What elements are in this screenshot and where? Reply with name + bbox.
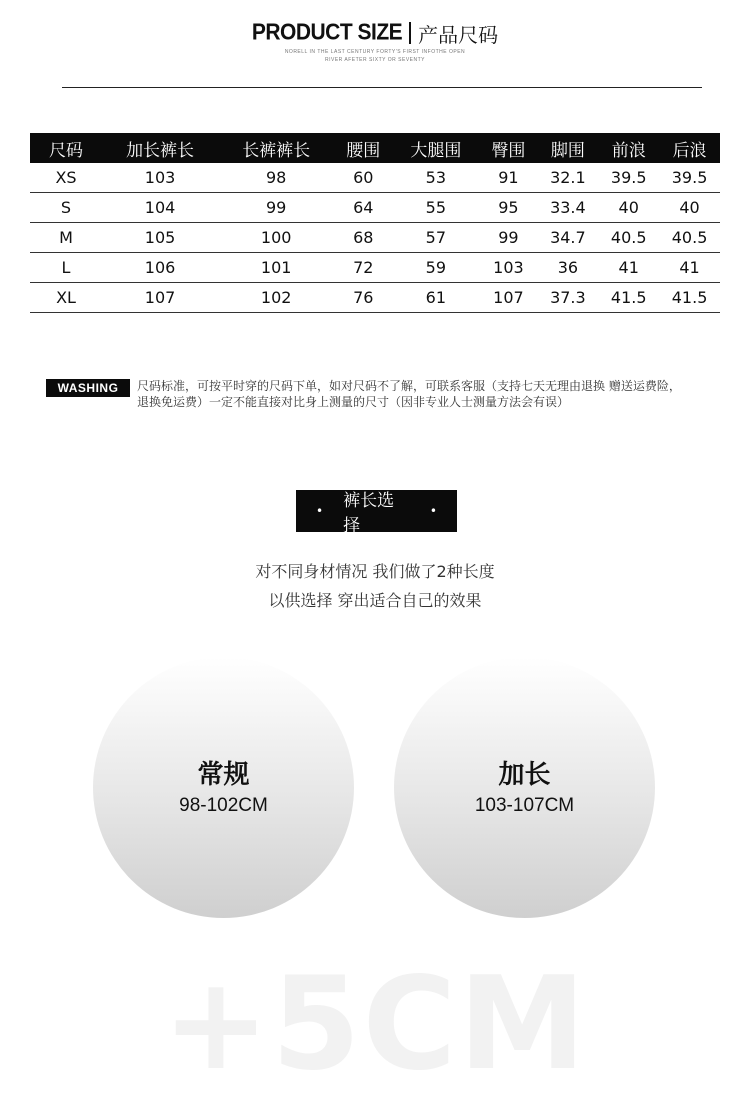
regular-length-option xyxy=(93,657,354,918)
column-header-thigh: 大腿围 xyxy=(392,133,479,163)
washing-label: WASHING xyxy=(46,379,130,397)
table-cell: 33.4 xyxy=(537,193,598,223)
column-header-size: 尺码 xyxy=(30,133,102,163)
table-cell: 68 xyxy=(334,223,392,253)
table-cell: 34.7 xyxy=(537,223,598,253)
size-table-header xyxy=(30,133,720,163)
table-cell: 39.5 xyxy=(598,163,659,193)
bullet-dot-icon: • xyxy=(429,504,437,518)
table-cell: 41.5 xyxy=(659,283,720,313)
length-choice-badge xyxy=(296,490,457,536)
washing-text: 尺码标准，可按平时穿的尺码下单，如对尺码不了解，可联系客服（支持七天无理由退换 赠送运费险，退换免运费）一定不能直接对比身上测量的尺寸（因非专业人士测量方法会有误） xyxy=(137,379,681,409)
table-cell: 40.5 xyxy=(598,223,659,253)
table-cell: 99 xyxy=(218,193,334,223)
table-cell: 37.3 xyxy=(537,283,598,313)
length-choice-label: 裤长选择 xyxy=(343,491,395,536)
column-header-waist: 腰围 xyxy=(334,133,392,163)
table-cell: 107 xyxy=(102,283,218,313)
table-cell: 102 xyxy=(218,283,334,313)
column-header-leg-opening: 脚围 xyxy=(537,133,598,163)
washing-note xyxy=(46,378,685,410)
table-cell: 41.5 xyxy=(598,283,659,313)
extended-length-option xyxy=(394,657,655,918)
table-cell: 101 xyxy=(218,253,334,283)
table-row xyxy=(30,223,720,253)
table-cell: 76 xyxy=(334,283,392,313)
option-range: 98-102CM xyxy=(179,794,268,816)
table-row xyxy=(30,193,720,223)
size-table xyxy=(30,133,720,313)
description-line-2: 以供选择 穿出适合自己的效果 xyxy=(268,591,482,610)
table-row xyxy=(30,163,720,193)
title-divider xyxy=(409,22,411,44)
table-row xyxy=(30,253,720,283)
table-cell: 103 xyxy=(479,253,537,283)
table-cell: 60 xyxy=(334,163,392,193)
table-cell: 61 xyxy=(392,283,479,313)
subtitle-line-2: RIVER AFETER SIXTY OR SEVENTY xyxy=(325,57,425,63)
header-divider xyxy=(62,87,702,88)
table-cell: 106 xyxy=(102,253,218,283)
option-range: 103-107CM xyxy=(474,794,575,816)
table-row xyxy=(30,283,720,313)
column-header-pants-length: 长裤裤长 xyxy=(218,133,334,163)
table-cell: 32.1 xyxy=(537,163,598,193)
option-name: 加长 xyxy=(498,759,551,790)
table-cell: 95 xyxy=(479,193,537,223)
table-cell: 36 xyxy=(537,253,598,283)
table-cell: 55 xyxy=(392,193,479,223)
bullet-dot-icon: • xyxy=(316,504,324,518)
table-cell: XL xyxy=(30,283,102,313)
table-cell: 40.5 xyxy=(659,223,720,253)
table-cell: 99 xyxy=(479,223,537,253)
table-cell: 64 xyxy=(334,193,392,223)
table-cell: 40 xyxy=(598,193,659,223)
table-cell: 53 xyxy=(392,163,479,193)
table-cell: XS xyxy=(30,163,102,193)
table-cell: M xyxy=(30,223,102,253)
table-cell: 98 xyxy=(218,163,334,193)
table-cell: 41 xyxy=(659,253,720,283)
table-cell: 41 xyxy=(598,253,659,283)
column-header-hip: 臀围 xyxy=(479,133,537,163)
table-cell: 40 xyxy=(659,193,720,223)
table-cell: 100 xyxy=(218,223,334,253)
page-header xyxy=(0,18,750,64)
table-cell: S xyxy=(30,193,102,223)
length-description xyxy=(0,557,750,615)
column-header-long-length: 加长裤长 xyxy=(102,133,218,163)
column-header-back-rise: 后浪 xyxy=(659,133,720,163)
table-cell: 59 xyxy=(392,253,479,283)
column-header-front-rise: 前浪 xyxy=(598,133,659,163)
table-cell: 91 xyxy=(479,163,537,193)
table-cell: 72 xyxy=(334,253,392,283)
table-cell: 103 xyxy=(102,163,218,193)
table-cell: 39.5 xyxy=(659,163,720,193)
title-row xyxy=(0,18,750,48)
title-english: PRODUCT SIZE xyxy=(251,19,403,46)
description-line-1: 对不同身材情况 我们做了2种长度 xyxy=(255,562,495,581)
table-cell: L xyxy=(30,253,102,283)
subtitle-line-1: NORELL IN THE LAST CENTURY FORTY'S FIRST INFOTHE OPEN xyxy=(284,49,466,55)
plus-5cm-watermark: +5CM xyxy=(162,950,588,1099)
table-cell: 57 xyxy=(392,223,479,253)
table-cell: 107 xyxy=(479,283,537,313)
option-name: 常规 xyxy=(197,759,250,790)
table-cell: 105 xyxy=(102,223,218,253)
title-chinese: 产品尺码 xyxy=(418,22,499,47)
table-cell: 104 xyxy=(102,193,218,223)
